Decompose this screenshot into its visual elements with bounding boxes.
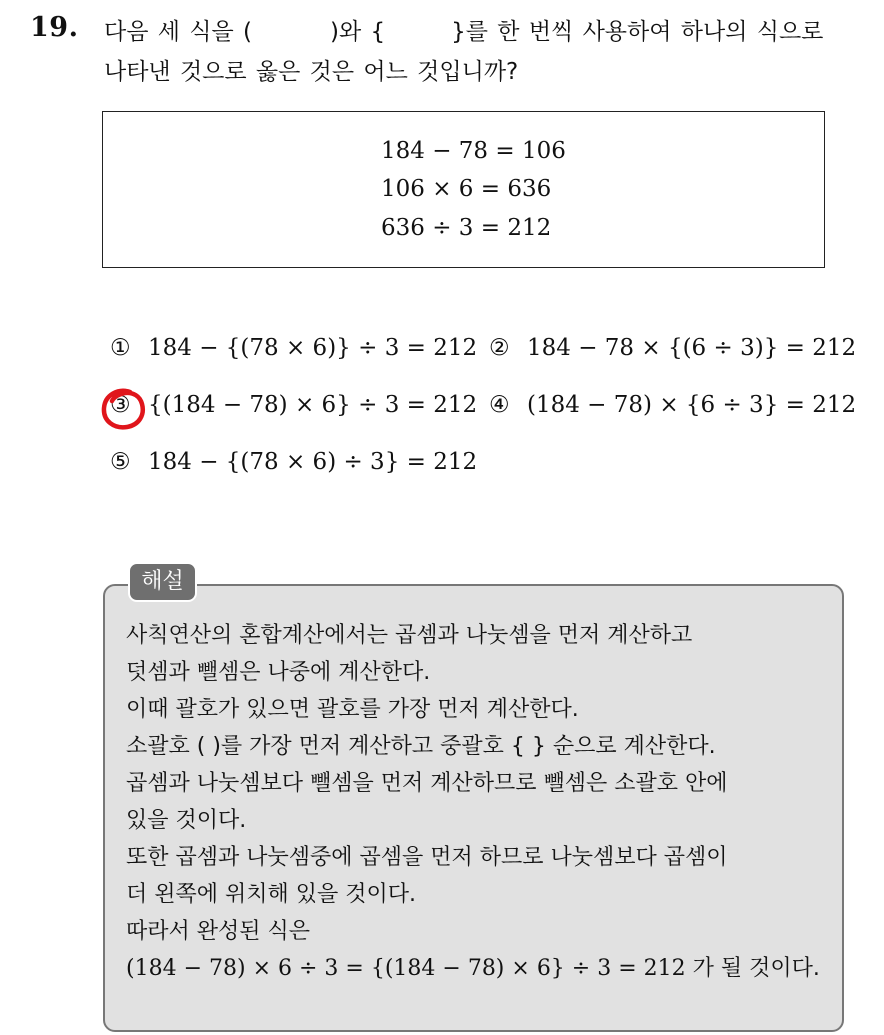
explanation-line: 곱셈과 나눗셈보다 뺄셈을 먼저 계산하므로 뺄셈은 소괄호 안에 — [126, 771, 728, 796]
question-text — [104, 12, 874, 92]
given-equations-box — [102, 111, 825, 268]
question-line-1 — [104, 12, 874, 52]
question-number: 19. — [30, 12, 79, 43]
choice-number: ② — [489, 335, 510, 361]
given-equation: 184 − 78 = 106 — [381, 138, 566, 164]
explanation-line: 더 왼쪽에 위치해 있을 것이다. — [126, 882, 416, 907]
choice-number: ③ — [110, 392, 131, 418]
choice-expression: 184 − 78 × {(6 ÷ 3)} = 212 — [527, 335, 857, 361]
question-line-1-part-1: 다음 세 식을 ( — [104, 19, 252, 45]
explanation-line: 소괄호 ( )를 가장 먼저 계산하고 중괄호 { } 순으로 계산한다. — [126, 734, 716, 759]
explanation-line: 사칙연산의 혼합계산에서는 곱셈과 나눗셈을 먼저 계산하고 — [126, 623, 693, 648]
explanation-final-line — [126, 950, 836, 987]
explanation-text — [126, 617, 836, 987]
choice-2[interactable] — [489, 335, 856, 361]
given-equation: 636 ÷ 3 = 212 — [381, 215, 552, 241]
explanation-line: 있을 것이다. — [126, 808, 247, 833]
explanation-line: 또한 곱셈과 나눗셈중에 곱셈을 먼저 하므로 나눗셈보다 곱셈이 — [126, 845, 728, 870]
final-suffix: 가 될 것이다. — [685, 956, 820, 981]
choice-number: ④ — [489, 392, 510, 418]
choice-3[interactable] — [110, 392, 477, 418]
explanation-tag: 해설 — [128, 562, 197, 602]
question-line-2: 나타낸 것으로 옳은 것은 어느 것입니까? — [104, 59, 519, 85]
question-line-1-part-2: )와 { — [330, 19, 386, 45]
explanation-line: 이때 괄호가 있으면 괄호를 가장 먼저 계산한다. — [126, 697, 579, 722]
choice-5[interactable] — [110, 449, 477, 475]
choice-number: ① — [110, 335, 131, 361]
given-equation: 106 × 6 = 636 — [381, 176, 552, 202]
choice-4[interactable] — [489, 392, 856, 418]
question-line-1-part-3: }를 한 번씩 사용하여 하나의 식으로 — [451, 19, 824, 45]
choice-expression: 184 − {(78 × 6)} ÷ 3 = 212 — [148, 335, 478, 361]
choice-1[interactable] — [110, 335, 477, 361]
choice-expression: 184 − {(78 × 6) ÷ 3} = 212 — [148, 449, 478, 475]
choice-expression: (184 − 78) × {6 ÷ 3} = 212 — [527, 392, 857, 418]
final-expression: (184 − 78) × 6 ÷ 3 = {(184 − 78) × 6} ÷ 3 = 212 — [126, 956, 686, 981]
choice-expression: {(184 − 78) × 6} ÷ 3 = 212 — [148, 392, 478, 418]
explanation-line: 따라서 완성된 식은 — [126, 919, 311, 944]
choice-number: ⑤ — [110, 449, 131, 475]
explanation-line: 덧셈과 뺄셈은 나중에 계산한다. — [126, 660, 431, 685]
